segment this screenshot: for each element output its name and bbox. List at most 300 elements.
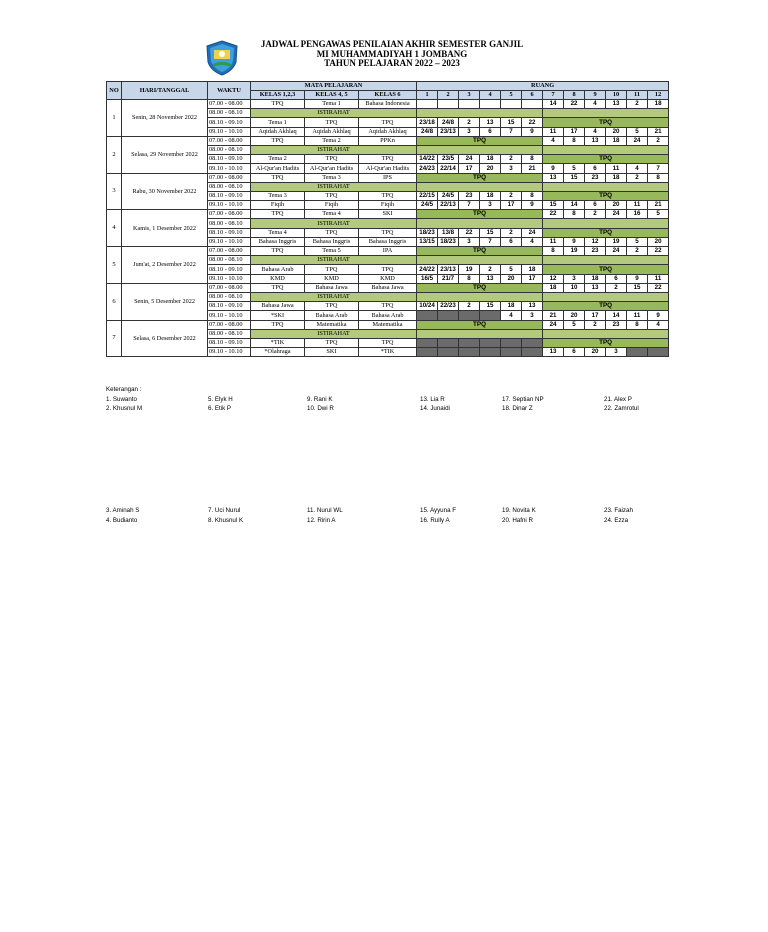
room-cell: 14 <box>564 201 585 210</box>
row-number: 6 <box>107 283 122 320</box>
room-cell: 22 <box>648 247 669 256</box>
note-name: 21. Alex P <box>604 396 632 403</box>
room-cell: 5 <box>501 265 522 274</box>
room-cell: 2 <box>627 247 648 256</box>
subject-class-4-5: Tema 3 <box>305 173 359 182</box>
subject-class-1-2-3: TPQ <box>251 100 305 109</box>
note-name: 14. Junaidi <box>420 405 450 412</box>
room-cell <box>522 348 543 357</box>
room-cell: 9 <box>522 127 543 136</box>
row-number: 2 <box>107 136 122 173</box>
room-cell: 20 <box>501 274 522 283</box>
room-cell <box>501 348 522 357</box>
room-cell: 21 <box>648 127 669 136</box>
room-cell: 22 <box>564 100 585 109</box>
note-name: 17. Septian NP <box>502 396 544 403</box>
break-cell: ISTIRAHAT <box>251 109 417 118</box>
room-cell: 24/5 <box>438 191 459 200</box>
subject-class-4-5: KMD <box>305 274 359 283</box>
room-cell: 5 <box>627 127 648 136</box>
room-cell: 22/23 <box>438 302 459 311</box>
room-cell: 18 <box>480 155 501 164</box>
room-cell: 18/23 <box>438 237 459 246</box>
tpq-block: TPQ <box>543 228 669 237</box>
break-room-cells <box>543 219 669 228</box>
break-room-cells <box>417 109 543 118</box>
tpq-block: TPQ <box>543 118 669 127</box>
room-cell <box>501 100 522 109</box>
break-cell: ISTIRAHAT <box>251 292 417 301</box>
room-cell: 22/14 <box>438 164 459 173</box>
room-cell: 9 <box>564 237 585 246</box>
room-cell: 5 <box>627 237 648 246</box>
header-class-4-5: KELAS 4, 5 <box>305 91 359 100</box>
note-name: 15. Ayyuna F <box>420 507 457 514</box>
room-cell: 2 <box>585 320 606 329</box>
time-cell: 09.10 - 10.10 <box>208 348 251 357</box>
header-room-12: 12 <box>648 91 669 100</box>
note-name: 4. Budianto <box>106 517 138 524</box>
room-cell <box>459 311 480 320</box>
room-cell: 15 <box>480 228 501 237</box>
room-cell: 7 <box>648 164 669 173</box>
room-cell <box>627 348 648 357</box>
room-cell: 4 <box>627 164 648 173</box>
header-room-1: 1 <box>417 91 438 100</box>
row-number: 7 <box>107 320 122 357</box>
room-cell: 17 <box>585 311 606 320</box>
time-cell: 07.00 - 08.00 <box>208 320 251 329</box>
subject-class-6: Aqidah Akhlaq <box>359 127 417 136</box>
room-cell: 11 <box>543 237 564 246</box>
note-name: 20. Hafni R <box>502 517 533 524</box>
note-name: 6. Etik P <box>208 405 232 412</box>
time-cell: 08.00 - 08.10 <box>208 329 251 338</box>
document-title <box>257 40 527 69</box>
room-cell: 9 <box>543 164 564 173</box>
room-cell <box>480 338 501 347</box>
room-cell: 18 <box>501 302 522 311</box>
room-cell: 15 <box>564 173 585 182</box>
table-row <box>107 210 669 219</box>
room-cell: 8 <box>522 191 543 200</box>
row-day: Rabu, 30 November 2022 <box>122 173 208 210</box>
room-cell: 2 <box>501 228 522 237</box>
subject-class-6: Matematika <box>359 320 417 329</box>
room-cell: 2 <box>459 118 480 127</box>
room-cell: 5 <box>564 164 585 173</box>
room-cell: 3 <box>459 127 480 136</box>
subject-class-4-5: Tema 4 <box>305 210 359 219</box>
row-number: 1 <box>107 100 122 137</box>
note-name: 8. Khusnul K <box>208 517 244 524</box>
room-cell: 12 <box>585 237 606 246</box>
room-cell: 2 <box>585 210 606 219</box>
room-cell: 2 <box>648 136 669 145</box>
room-cell: 24/23 <box>417 164 438 173</box>
header-class-6: KELAS 6 <box>359 91 417 100</box>
time-cell: 09.10 - 10.10 <box>208 127 251 136</box>
subject-class-4-5: Bahasa Inggris <box>305 237 359 246</box>
time-cell: 07.00 - 08.00 <box>208 100 251 109</box>
subject-class-1-2-3: Fiqih <box>251 201 305 210</box>
header-room-2: 2 <box>438 91 459 100</box>
subject-class-1-2-3: Bahasa Inggris <box>251 237 305 246</box>
room-cell: 11 <box>606 164 627 173</box>
room-cell: 19 <box>459 265 480 274</box>
subject-class-4-5: Matematika <box>305 320 359 329</box>
room-cell: 16/5 <box>417 274 438 283</box>
room-cell: 2 <box>627 173 648 182</box>
subject-class-1-2-3: *TIK <box>251 338 305 347</box>
room-cell: 23/13 <box>438 127 459 136</box>
room-cell <box>459 338 480 347</box>
note-name: 3. Aminah S <box>106 507 140 514</box>
break-room-cells <box>417 182 543 191</box>
room-cell: 2 <box>606 283 627 292</box>
room-cell: 22/13 <box>438 201 459 210</box>
subject-class-4-5: TPQ <box>305 228 359 237</box>
tpq-block: TPQ <box>543 338 669 347</box>
note-name: 19. Novita K <box>502 507 536 514</box>
room-cell <box>417 100 438 109</box>
subject-class-6: TPQ <box>359 228 417 237</box>
room-cell: 13 <box>480 118 501 127</box>
room-cell: 7 <box>480 237 501 246</box>
subject-class-6: Bahasa Indonesia <box>359 100 417 109</box>
room-cell: 15 <box>480 302 501 311</box>
header-room-9: 9 <box>585 91 606 100</box>
tpq-block: TPQ <box>417 320 543 329</box>
header-class-1-2-3: KELAS 1,2,3 <box>251 91 305 100</box>
room-cell: 2 <box>501 191 522 200</box>
header-day: HARI/TANGGAL <box>122 82 208 100</box>
room-cell: 13 <box>543 173 564 182</box>
room-cell: 2 <box>501 155 522 164</box>
break-room-cells <box>543 109 669 118</box>
subject-class-6: Al-Qur'an Hadits <box>359 164 417 173</box>
subject-class-4-5: TPQ <box>305 118 359 127</box>
time-cell: 09.10 - 10.10 <box>208 311 251 320</box>
room-cell: 22/15 <box>417 191 438 200</box>
time-cell: 08.00 - 08.10 <box>208 109 251 118</box>
row-day: Jum'at, 2 Desember 2022 <box>122 247 208 284</box>
tpq-block: TPQ <box>417 283 543 292</box>
subject-class-4-5: Tema 2 <box>305 136 359 145</box>
time-cell: 09.10 - 10.10 <box>208 237 251 246</box>
row-day: Senin, 5 Desember 2022 <box>122 283 208 320</box>
room-cell <box>459 100 480 109</box>
room-cell: 4 <box>585 100 606 109</box>
room-cell: 9 <box>522 201 543 210</box>
subject-class-4-5: Al-Qur'an Hadits <box>305 164 359 173</box>
room-cell: 8 <box>522 155 543 164</box>
room-cell: 6 <box>585 164 606 173</box>
note-name: 5. Elyk H <box>208 396 233 403</box>
subject-class-4-5: TPQ <box>305 155 359 164</box>
note-name: 11. Nurul WL <box>307 507 343 514</box>
room-cell <box>438 348 459 357</box>
subject-class-6: Bahasa Inggris <box>359 237 417 246</box>
room-cell: 13 <box>585 136 606 145</box>
room-cell <box>438 338 459 347</box>
room-cell: 18 <box>480 191 501 200</box>
room-cell: 6 <box>480 127 501 136</box>
room-cell: 23 <box>585 247 606 256</box>
room-cell: 21 <box>648 201 669 210</box>
break-room-cells <box>543 329 669 338</box>
room-cell: 23/13 <box>438 265 459 274</box>
subject-class-4-5: Fiqih <box>305 201 359 210</box>
room-cell: 23/5 <box>438 155 459 164</box>
break-cell: ISTIRAHAT <box>251 219 417 228</box>
room-cell: 4 <box>648 320 669 329</box>
note-name: 2. Khusnul M <box>106 405 143 412</box>
subject-class-6: TPQ <box>359 118 417 127</box>
room-cell: 18 <box>648 100 669 109</box>
header-room-11: 11 <box>627 91 648 100</box>
subject-class-1-2-3: TPQ <box>251 210 305 219</box>
room-cell <box>522 338 543 347</box>
room-cell: 5 <box>564 320 585 329</box>
time-cell: 08.10 - 09.10 <box>208 265 251 274</box>
subject-class-1-2-3: TPQ <box>251 320 305 329</box>
time-cell: 09.10 - 10.10 <box>208 164 251 173</box>
subject-class-6: IPA <box>359 247 417 256</box>
room-cell: 20 <box>648 237 669 246</box>
tpq-block: TPQ <box>543 155 669 164</box>
room-cell <box>417 348 438 357</box>
time-cell: 08.00 - 08.10 <box>208 182 251 191</box>
room-cell: 24/8 <box>417 127 438 136</box>
break-room-cells <box>417 256 543 265</box>
room-cell: 18/23 <box>417 228 438 237</box>
room-cell: 17 <box>501 201 522 210</box>
tpq-block: TPQ <box>543 191 669 200</box>
subject-class-6: Bahasa Jawa <box>359 283 417 292</box>
room-cell: 13 <box>480 274 501 283</box>
note-name: 18. Dinar Z <box>502 405 533 412</box>
subject-class-1-2-3: *Olahraga <box>251 348 305 357</box>
room-cell: 4 <box>522 237 543 246</box>
room-cell: 20 <box>606 201 627 210</box>
time-cell: 08.10 - 09.10 <box>208 191 251 200</box>
time-cell: 08.10 - 09.10 <box>208 228 251 237</box>
room-cell: 20 <box>480 164 501 173</box>
room-cell: 23 <box>585 173 606 182</box>
room-cell: 8 <box>564 136 585 145</box>
time-cell: 08.00 - 08.10 <box>208 219 251 228</box>
subject-class-4-5: TPQ <box>305 338 359 347</box>
subject-class-1-2-3: Bahasa Arab <box>251 265 305 274</box>
room-cell <box>417 338 438 347</box>
room-cell: 19 <box>564 247 585 256</box>
room-cell: 18 <box>606 173 627 182</box>
room-cell: 3 <box>501 164 522 173</box>
room-cell: 22 <box>543 210 564 219</box>
room-cell: 12 <box>543 274 564 283</box>
break-room-cells <box>417 292 543 301</box>
room-cell: 17 <box>522 274 543 283</box>
header-subjects: MATA PELAJARAN <box>251 82 417 91</box>
room-cell <box>648 348 669 357</box>
time-cell: 09.10 - 10.10 <box>208 201 251 210</box>
break-cell: ISTIRAHAT <box>251 329 417 338</box>
time-cell: 07.00 - 08.00 <box>208 283 251 292</box>
header-room-10: 10 <box>606 91 627 100</box>
break-room-cells <box>417 219 543 228</box>
header-room-4: 4 <box>480 91 501 100</box>
note-name: 16. Rully A <box>420 517 450 524</box>
row-number: 3 <box>107 173 122 210</box>
room-cell: 21/7 <box>438 274 459 283</box>
title-line-2: MI MUHAMMADIYAH 1 JOMBANG <box>316 48 468 59</box>
row-day: Senin, 28 November 2022 <box>122 100 208 137</box>
row-number: 4 <box>107 210 122 247</box>
room-cell: 11 <box>627 201 648 210</box>
break-room-cells <box>417 145 543 154</box>
row-day: Kamis, 1 Desember 2022 <box>122 210 208 247</box>
schedule-body <box>107 100 669 357</box>
break-room-cells <box>543 292 669 301</box>
room-cell: 6 <box>564 348 585 357</box>
room-cell: 4 <box>543 136 564 145</box>
room-cell: 6 <box>585 201 606 210</box>
room-cell <box>480 100 501 109</box>
table-row <box>107 136 669 145</box>
header-room-3: 3 <box>459 91 480 100</box>
note-name: 24. Ezza <box>604 517 629 524</box>
room-cell: 21 <box>522 164 543 173</box>
room-cell: 21 <box>543 311 564 320</box>
subject-class-1-2-3: Tema 2 <box>251 155 305 164</box>
tpq-block: TPQ <box>417 210 543 219</box>
subject-class-6: TPQ <box>359 191 417 200</box>
tpq-block: TPQ <box>417 173 543 182</box>
room-cell: 23 <box>606 320 627 329</box>
time-cell: 08.00 - 08.10 <box>208 292 251 301</box>
room-cell: 7 <box>501 127 522 136</box>
room-cell: 22 <box>648 283 669 292</box>
room-cell <box>480 348 501 357</box>
room-cell: 13 <box>522 302 543 311</box>
tpq-block: TPQ <box>543 302 669 311</box>
room-cell: 18 <box>543 283 564 292</box>
subject-class-1-2-3: TPQ <box>251 283 305 292</box>
room-cell <box>438 311 459 320</box>
room-cell: 22 <box>522 118 543 127</box>
subject-class-6: Bahasa Arab <box>359 311 417 320</box>
room-cell: 18 <box>606 136 627 145</box>
row-number: 5 <box>107 247 122 284</box>
room-cell: 11 <box>648 274 669 283</box>
subject-class-1-2-3: TPQ <box>251 173 305 182</box>
room-cell: 17 <box>564 127 585 136</box>
subject-class-1-2-3: Al-Qur'an Hadits <box>251 164 305 173</box>
room-cell: 16 <box>627 210 648 219</box>
room-cell: 20 <box>585 348 606 357</box>
break-cell: ISTIRAHAT <box>251 256 417 265</box>
room-cell: 13 <box>606 100 627 109</box>
note-name: 9. Rani K <box>307 396 333 403</box>
room-cell: 5 <box>648 210 669 219</box>
subject-class-6: Fiqih <box>359 201 417 210</box>
subject-class-1-2-3: Tema 1 <box>251 118 305 127</box>
room-cell: 10 <box>564 283 585 292</box>
table-row <box>107 283 669 292</box>
notes-label: Keterangan : <box>106 386 142 393</box>
time-cell: 08.10 - 09.10 <box>208 338 251 347</box>
room-cell: 8 <box>648 173 669 182</box>
subject-class-4-5: Bahasa Arab <box>305 311 359 320</box>
note-name: 12. Ririn A <box>307 517 336 524</box>
subject-class-4-5: TPQ <box>305 302 359 311</box>
subject-class-1-2-3: Tema 3 <box>251 191 305 200</box>
schedule-table <box>106 81 669 357</box>
header-time: WAKTU <box>208 82 251 100</box>
room-cell: 15 <box>543 201 564 210</box>
note-name: 10. Dwi R <box>307 405 334 412</box>
room-cell: 9 <box>627 274 648 283</box>
time-cell: 08.10 - 09.10 <box>208 118 251 127</box>
room-cell: 3 <box>522 311 543 320</box>
room-cell: 8 <box>543 247 564 256</box>
note-name: 13. Lia R <box>420 396 445 403</box>
break-cell: ISTIRAHAT <box>251 145 417 154</box>
room-cell: 3 <box>480 201 501 210</box>
room-cell: 14 <box>606 311 627 320</box>
subject-class-4-5: TPQ <box>305 265 359 274</box>
time-cell: 08.00 - 08.10 <box>208 145 251 154</box>
room-cell: 24/8 <box>438 118 459 127</box>
room-cell: 7 <box>459 201 480 210</box>
room-cell: 20 <box>606 127 627 136</box>
break-cell: ISTIRAHAT <box>251 182 417 191</box>
room-cell <box>480 311 501 320</box>
room-cell: 6 <box>606 274 627 283</box>
room-cell: 19 <box>606 237 627 246</box>
break-room-cells <box>543 182 669 191</box>
subject-class-6: TPQ <box>359 302 417 311</box>
note-name: 1. Suwanto <box>106 396 137 403</box>
room-cell: 17 <box>459 164 480 173</box>
header-room-7: 7 <box>543 91 564 100</box>
room-cell: 24 <box>459 155 480 164</box>
header-room-5: 5 <box>501 91 522 100</box>
room-cell: 8 <box>564 210 585 219</box>
room-cell: 10/24 <box>417 302 438 311</box>
row-day: Selasa, 29 November 2022 <box>122 136 208 173</box>
time-cell: 07.00 - 08.00 <box>208 173 251 182</box>
time-cell: 07.00 - 08.00 <box>208 247 251 256</box>
room-cell: 11 <box>627 311 648 320</box>
room-cell: 24 <box>606 247 627 256</box>
subject-class-6: TPQ <box>359 338 417 347</box>
room-cell: 2 <box>480 265 501 274</box>
room-cell: 4 <box>585 127 606 136</box>
subject-class-6: TPQ <box>359 155 417 164</box>
subject-class-4-5: Aqidah Akhlaq <box>305 127 359 136</box>
title-line-1: JADWAL PENGAWAS PENILAIAN AKHIR SEMESTER GANJIL <box>260 39 524 49</box>
subject-class-6: TPQ <box>359 265 417 274</box>
subject-class-6: IPS <box>359 173 417 182</box>
room-cell: 13 <box>543 348 564 357</box>
room-cell <box>417 311 438 320</box>
subject-class-1-2-3: *SKI <box>251 311 305 320</box>
tpq-block: TPQ <box>543 265 669 274</box>
room-cell: 2 <box>459 302 480 311</box>
room-cell <box>501 338 522 347</box>
